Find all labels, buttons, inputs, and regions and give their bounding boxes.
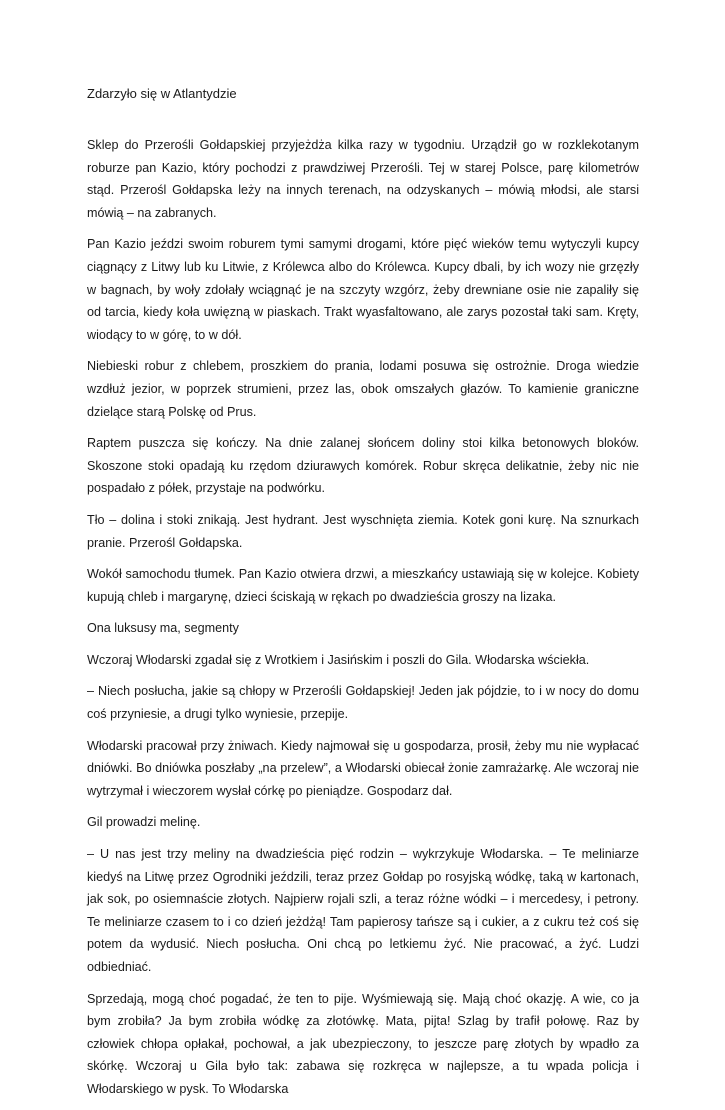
paragraph: Wokół samochodu tłumek. Pan Kazio otwiera drzwi, a mieszkańcy ustawiają się w kolejce. Kobiety kupują chleb i margarynę, dzieci ściskają w rękach po dwadzieścia groszy na lizaka. bbox=[87, 567, 639, 604]
paragraph: Niebieski robur z chlebem, proszkiem do prania, lodami posuwa się ostrożnie. Droga wiedzie wzdłuż jezior, w poprzek strumieni, przez las, obok omszałych głazów. To kamienie graniczne dzielące starą Polskę od Prus. bbox=[87, 359, 639, 419]
paragraph: Pan Kazio jeździ swoim roburem tymi samymi drogami, które pięć wieków temu wytyczyli kupcy ciągnący z Litwy lub ku Litwie, z Królewca albo do Królewca. Kupcy dbali, by ich wozy nie grzęzły w bagnach, by woły zdołały wciągnąć je na szczyty wzgórz, żeby drewniane osie nie zapaliły się od tarcia, kiedy koła uwięzną w piaskach. Trakt wyasfaltowano, ale zarys pozostał taki sam. Kręty, wiodący to w górę, to w dół. bbox=[87, 237, 639, 342]
paragraph: Raptem puszcza się kończy. Na dnie zalanej słońcem doliny stoi kilka betonowych bloków. Skoszone stoki opadają ku rzędom dziurawych komórek. Robur skręca delikatnie, żeby nic nie pospadało z półek, przystaje na podwórku. bbox=[87, 436, 639, 496]
document-title: Zdarzyło się w Atlantydzie bbox=[87, 86, 237, 101]
document-page bbox=[87, 85, 639, 1110]
paragraph: Gil prowadzi melinę. bbox=[87, 815, 201, 830]
dialogue-paragraph: – U nas jest trzy meliny na dwadzieścia pięć rodzin – wykrzykuje Włodarska. – Te meliniarze kiedyś na Litwę przez Ogrodniki jeździli, teraz przez Gołdap po rosyjską wódkę, taką w kartonach, jak sok, po osiemnaście złotych. Najpierw rojali szli, a teraz różne wódki – i mercedesy, i petrony. Te meliniarze czasem to i co dzień jeżdżą! Tam papierosy tańsze są i cukier, a z cukru też coś się potem da wydusić. Niech posłucha. Oni chcą po letkiemu żyć. Nie pracować, a żyć. Ludzi odbiedniać. bbox=[87, 847, 639, 974]
dialogue-paragraph: – Niech posłucha, jakie są chłopy w Przerośli Gołdapskiej! Jeden jak pójdzie, to i w nocy do domu coś przyniesie, a drugi tylko wyniesie, przepije. bbox=[87, 684, 639, 722]
section-subtitle: Ona luksusy ma, segmenty bbox=[87, 621, 239, 636]
paragraph: Tło – dolina i stoki znikają. Jest hydrant. Jest wyschnięta ziemia. Kotek goni kurę. Na sznurkach pranie. Przerośl Gołdapska. bbox=[87, 512, 639, 550]
paragraph: Włodarski pracował przy żniwach. Kiedy najmował się u gospodarza, prosił, żeby mu nie wypłacać dniówki. Bo dniówka poszłaby „na przelew”, a Włodarski obiecał żonie zamrażarkę. Ale wczoraj nie wytrzymał i wieczorem wysłał córkę po pieniądze. Gospodarz dał. bbox=[87, 738, 639, 798]
paragraph: Sklep do Przerośli Gołdapskiej przyjeżdża kilka razy w tygodniu. Urządził go w rozklekotanym roburze pan Kazio, który pochodzi z prawdziwej Przerośli. Tej w starej Polsce, parę kilometrów stąd. Przerośl Gołdapska leży na innych terenach, na odzyskanych – mówią młodsi, ale starsi mówią – na zabranych. bbox=[87, 138, 639, 220]
paragraph: Wczoraj Włodarski zgadał się z Wrotkiem i Jasińskim i poszli do Gila. Włodarska wściekła. bbox=[87, 652, 590, 667]
paragraph: Sprzedają, mogą choć pogadać, że ten to pije. Wyśmiewają się. Mają choć okazję. A wie, co ja bym zrobiła? Ja bym zrobiła wódkę za złotówkę. Mata, pijta! Szlag by trafił połowę. Raz by człowiek chłopa opłakał, pochował, a jak ubezpieczony, to jeszcze parę złotych by wpadło za skórkę. Wczoraj u Gila było tak: zabawa się rozkręca w najlepsze, a tu wpada policja i Włodarskiego w pysk. To Włodarska bbox=[87, 991, 639, 1096]
